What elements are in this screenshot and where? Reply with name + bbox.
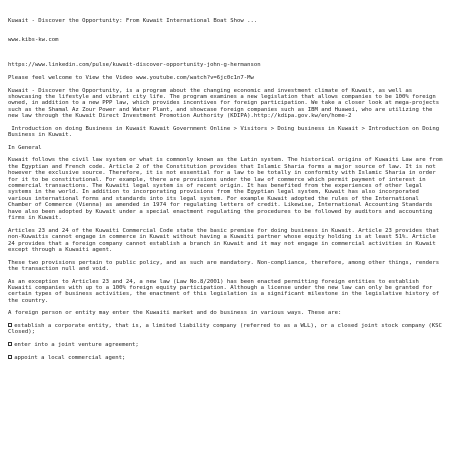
paragraph-new-law: As an exception to Articles 23 and 24, a new law (Law No.8/2001) has been enacted permitting foreign entities to establish Kuwaiti companies with up to a 100% foreign equity participation. Although a license under the new law can only be granted for certain types of business activities, the enactment of this legislation is a significant milestone in the legislative history of the country. (8, 278, 443, 304)
list-item (8, 342, 444, 348)
paragraph-commercial-code: Articles 23 and 24 of the Kuwaiti Commercial Code state the basic premise for doing business in Kuwait. Article 23 provides that non-Kuwaitis cannot engage in commerce in Kuwait without having a Kuwaiti partner whose equity holding is at least 51%. Article 24 provides that a foreign company cannot establish a branch in Kuwait and it may not engage in commercial activities in Kuwait except through a Kuwaiti agent. (8, 227, 443, 253)
checkbox-glyph-icon (8, 323, 12, 327)
document-title-line: Kuwait - Discover the Opportunity: From Kuwait International Boat Show ... (8, 17, 258, 24)
section-heading: In General (8, 144, 42, 151)
checkbox-glyph-icon (8, 342, 12, 346)
list-item-text: appoint a local commercial agent; (14, 354, 126, 361)
linkedin-url-line: https://www.linkedin.com/pulse/kuwait-discover-opportunity-john-g-hermanson (8, 62, 261, 69)
paragraph-public-policy: These two provisions pertain to public policy, and as such are mandatory. Non-compliance, therefore, among other things, renders the transaction null and void. (8, 259, 443, 272)
breadcrumb: Introduction on doing Business in Kuwait Kuwait Government Online > Visitors > Doing business in Kuwait > Introduction on Doing Business in Kuwait. (8, 125, 443, 139)
list-item (8, 355, 444, 361)
list-item-text: establish a corporate entity, that is, a limited liability company (referred to as a WLL), or a closed joint stock company (KSC Closed); (8, 322, 452, 336)
video-line: Please feel welcome to View the Video www.youtube.com/watch?v=6jc0c1n7-Mw (8, 75, 254, 82)
document-header (8, 5, 444, 56)
paragraph-civil-law: Kuwait follows the civil law system or what is commonly known as the Latin system. The historical origins of Kuwaiti Law are from the Egyptian and French code. Article 2 of the Constitution provides that Islamic Sharia forms a major source of law. It is not however the exclusive source. Therefore, it is not essential for a law to be totally in conformity with Islamic Sharia in order for it to be constitutional. For example, there are provisions under the law of commerce which permit payment of interest in commercial transactions. The Kuwaiti legal system is of recent origin. It has benefited from the experiences of other legal systems in the world. In addition to incorporating provisions from the Egyptian legal system, Kuwait has also incorporated various international forms and standards into its legal system. For example Kuwait adopted the rules of the International Chamber of Commerce (Vienna) as amended in 1974 for regulating letters of credit. Likewise, International Accounting Standards have also been adopted by Kuwait under a special enactment regulating the procedures to be followed by auditors and accounting firms in Kuwait. (8, 157, 446, 222)
intro-paragraph: Kuwait - Discover the Opportunity, is a program about the changing economic and investment climate of Kuwait, as well as showcasing the lifestyle and vibrant city life. The program examines a new legislation that allows companies to be 100% foreign owned, in addition to a new PPP law, which provides incentives for foreign participation. We take a closer look at mega-projects such as the Shamal Az Zour Power and Water Plant, and showcase foreign companies such as IBM and Huawei, who are utilizing the new law through the Kuwait Direct Investment Promotion Authority (KDIPA).http://kdipa.gov.kw/en/home-2 (8, 87, 443, 120)
list-item-text: enter into a joint venture agreement; (14, 341, 139, 348)
checkbox-glyph-icon (8, 355, 12, 359)
paragraph-ways-intro: A foreign person or entity may enter the Kuwaiti market and do business in various ways. These are: (8, 310, 342, 317)
site-url-line: www.kibs-kw.com (8, 37, 59, 44)
list-item (8, 322, 452, 336)
